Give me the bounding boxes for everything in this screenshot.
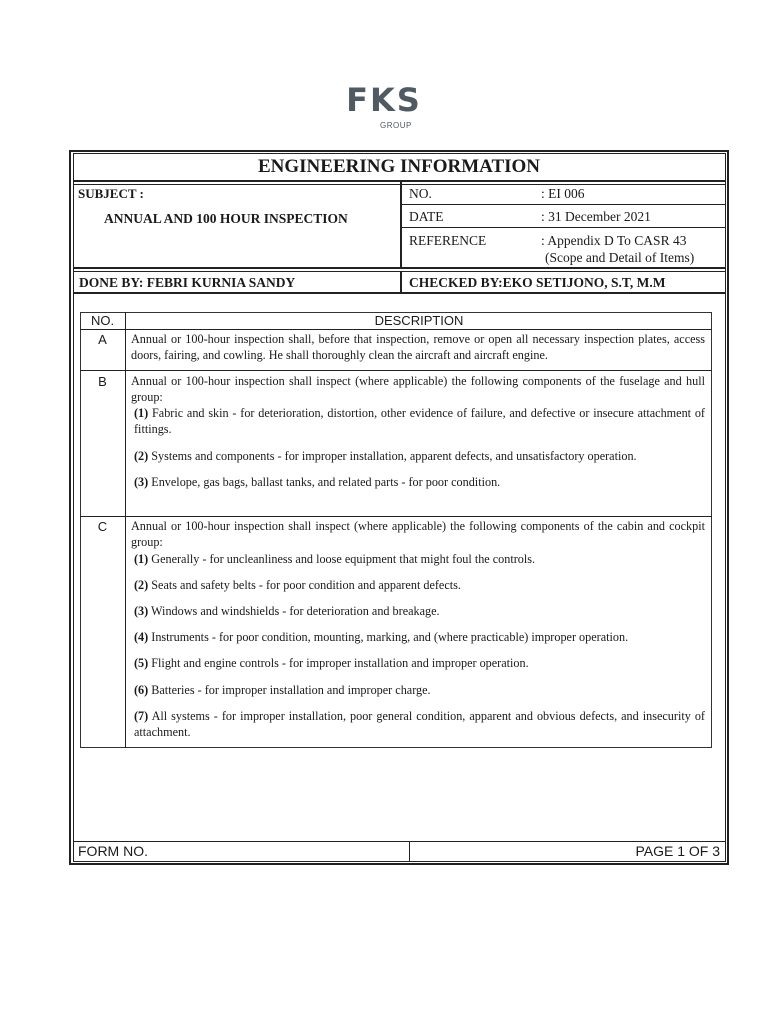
table-row-divider <box>80 516 712 517</box>
item-text: Flight and engine controls - for improper installation and improper operation. <box>148 656 529 670</box>
row-c-intro: Annual or 100-hour inspection shall inspect (where applicable) the following components of the cabin and cockpit group: <box>131 519 705 549</box>
item-number: (1) <box>134 552 149 566</box>
item-number: (2) <box>134 449 149 463</box>
row-c-item-2 <box>134 578 705 594</box>
table-row-divider <box>80 329 712 330</box>
date-value: : 31 December 2021 <box>541 209 651 224</box>
table-header-no: NO. <box>90 313 115 328</box>
item-number: (2) <box>134 578 149 592</box>
no-value: : EI 006 <box>541 186 585 201</box>
divider <box>73 267 726 269</box>
item-text: Envelope, gas bags, ballast tanks, and related parts - for poor condition. <box>148 475 501 489</box>
checked-by: CHECKED BY:EKO SETIJONO, S.T, M.M <box>409 275 666 290</box>
row-b-item-1 <box>134 406 705 437</box>
table-col-divider <box>125 312 126 748</box>
table-header-description: DESCRIPTION <box>374 313 464 328</box>
reference-value: : Appendix D To CASR 43 <box>541 233 687 248</box>
table-row-divider <box>80 370 712 371</box>
row-a-description: Annual or 100-hour inspection shall, before that inspection, remove or open all necessary inspection plates, access doors, fairing, and cowling. He shall thoroughly clean the aircraft and aircraft engine. <box>131 332 705 362</box>
item-text: Seats and safety belts - for poor condition and apparent defects. <box>148 578 461 592</box>
divider <box>400 271 402 293</box>
divider <box>402 227 726 228</box>
subject-text: ANNUAL AND 100 HOUR INSPECTION <box>104 211 348 226</box>
row-b-intro: Annual or 100-hour inspection shall inspect (where applicable) the following components of the fuselage and hull group: <box>131 374 705 404</box>
item-number: (3) <box>134 604 149 618</box>
divider <box>402 204 726 205</box>
reference-value-detail: (Scope and Detail of Items) <box>545 250 695 265</box>
divider <box>400 182 402 268</box>
item-number: (4) <box>134 630 149 644</box>
item-text: Generally - for uncleanliness and loose equipment that might foul the controls. <box>148 552 536 566</box>
document-title: ENGINEERING INFORMATION <box>257 156 541 177</box>
item-text: Systems and components - for improper installation, apparent defects, and unsatisfactory operation. <box>148 449 637 463</box>
subject-label: SUBJECT : <box>78 186 144 201</box>
row-c-item-1 <box>134 552 705 568</box>
row-a-number: A <box>98 332 107 347</box>
item-number: (3) <box>134 475 149 489</box>
company-logo-subtitle: GROUP <box>380 121 412 130</box>
item-number: (1) <box>134 406 149 420</box>
row-c-item-4 <box>134 630 705 646</box>
row-c-item-6 <box>134 683 705 699</box>
done-by: DONE BY: FEBRI KURNIA SANDY <box>79 275 296 290</box>
frame-inner-left <box>73 153 74 862</box>
row-b-item-2 <box>134 449 705 465</box>
date-label: DATE <box>409 209 444 224</box>
row-c-item-7 <box>134 709 705 740</box>
frame-inner-bottom <box>73 861 725 862</box>
item-text: Fabric and skin - for deterioration, distortion, other evidence of failure, and defective or insecure attachment of fittings. <box>134 406 705 436</box>
row-c-item-3 <box>134 604 705 620</box>
item-text: Batteries - for improper installation and improper charge. <box>148 683 431 697</box>
item-number: (7) <box>134 709 149 723</box>
row-c-item-5 <box>134 656 705 672</box>
divider <box>73 292 726 294</box>
row-b-item-3 <box>134 475 705 491</box>
reference-label: REFERENCE <box>409 233 487 248</box>
frame-inner-right <box>725 153 726 862</box>
row-c-number: C <box>97 519 108 534</box>
item-number: (6) <box>134 683 149 697</box>
item-text: All systems - for improper installation, poor general condition, apparent and obvious defects, and insecurity of attachment. <box>134 709 705 739</box>
footer-divider <box>73 841 726 842</box>
company-logo: FKS <box>346 81 422 119</box>
row-b-number: B <box>98 374 107 389</box>
item-number: (5) <box>134 656 149 670</box>
item-text: Instruments - for poor condition, mounting, marking, and (where practicable) improper operation. <box>148 630 629 644</box>
form-number: FORM NO. <box>78 843 148 859</box>
no-label: NO. <box>409 186 432 201</box>
page-number: PAGE 1 OF 3 <box>635 843 720 859</box>
item-text: Windows and windshields - for deterioration and breakage. <box>148 604 440 618</box>
